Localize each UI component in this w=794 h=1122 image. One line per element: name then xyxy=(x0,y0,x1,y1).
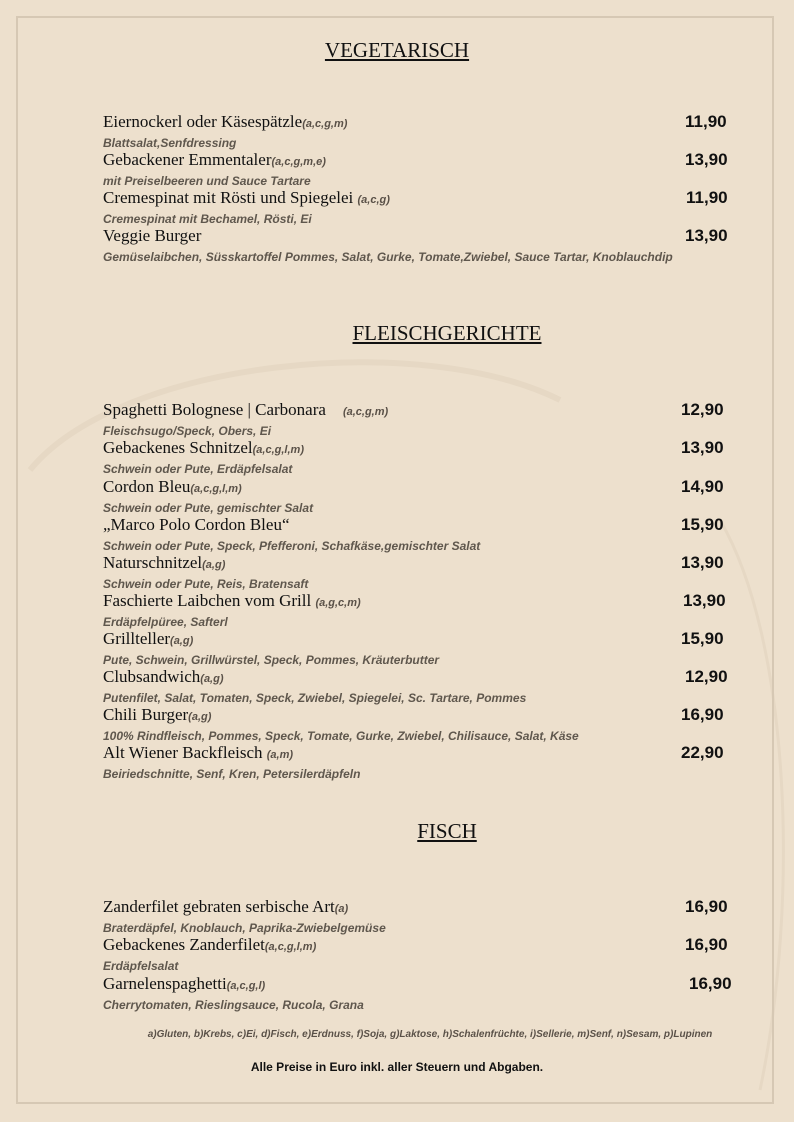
item-name: Cremespinat mit Rösti und Spiegelei (a,c,g) xyxy=(103,188,390,207)
item-allergens: (a,m) xyxy=(266,749,294,761)
item-description: Cremespinat mit Bechamel, Rösti, Ei xyxy=(103,212,312,226)
item-name: Chili Burger(a,g) xyxy=(103,705,212,724)
menu-item xyxy=(103,150,743,190)
item-description: Putenfilet, Salat, Tomaten, Speck, Zwiebel, Spiegelei, Sc. Tartare, Pommes xyxy=(103,691,527,705)
item-name: Gebackenes Schnitzel(a,c,g,l,m) xyxy=(103,438,304,457)
item-description: Schwein oder Pute, Reis, Bratensaft xyxy=(103,577,309,591)
item-allergens: (a,c,g,l) xyxy=(226,980,266,992)
item-name: Naturschnitzel(a,g) xyxy=(103,553,226,572)
menu-item xyxy=(103,515,743,555)
item-description: Erdäpfelsalat xyxy=(103,959,179,973)
item-allergens: (a,g,c,m) xyxy=(315,597,361,609)
item-price: 16,90 xyxy=(685,935,728,954)
item-description: Blattsalat,Senfdressing xyxy=(103,136,237,150)
item-description: Schwein oder Pute, Erdäpfelsalat xyxy=(103,462,293,476)
item-allergens: (a,c,g,m) xyxy=(342,406,389,418)
menu-item xyxy=(103,553,743,593)
item-name: Eiernockerl oder Käsespätzle(a,c,g,m) xyxy=(103,112,348,131)
menu-item xyxy=(103,438,743,478)
item-description: mit Preiselbeeren und Sauce Tartare xyxy=(103,174,311,188)
section-title: VEGETARISCH xyxy=(324,38,470,62)
item-name: Faschierte Laibchen vom Grill (a,g,c,m) xyxy=(103,591,361,610)
item-name: Gebackenes Zanderfilet(a,c,g,l,m) xyxy=(103,935,317,954)
item-name: „Marco Polo Cordon Bleu“ xyxy=(103,515,290,534)
item-allergens: (a) xyxy=(334,903,349,915)
item-description: Braterdäpfel, Knoblauch, Paprika-Zwiebelgemüse xyxy=(103,921,386,935)
menu-item xyxy=(103,188,743,228)
menu-item xyxy=(103,667,743,707)
item-description: Schwein oder Pute, Speck, Pfefferoni, Schafkäse,gemischter Salat xyxy=(103,539,481,553)
menu-item xyxy=(103,974,743,1014)
menu-item xyxy=(103,897,743,937)
item-price: 11,90 xyxy=(686,188,728,207)
item-allergens: (a,c,g,l,m) xyxy=(264,941,317,953)
menu-item xyxy=(103,112,743,152)
item-allergens: (a,c,g,m) xyxy=(302,118,348,130)
item-name: Grillteller(a,g) xyxy=(103,629,194,648)
item-price: 13,90 xyxy=(681,553,724,572)
item-price: 16,90 xyxy=(689,974,732,993)
item-description: Erdäpfelpüree, Safterl xyxy=(103,615,228,629)
item-description: Fleischsugo/Speck, Obers, Ei xyxy=(103,424,272,438)
item-price: 16,90 xyxy=(681,705,724,724)
item-name: Clubsandwich(a,g) xyxy=(103,667,224,686)
item-name: Cordon Bleu(a,c,g,l,m) xyxy=(103,477,242,496)
item-price: 13,90 xyxy=(681,438,724,457)
item-allergens: (a,c,g,m,e) xyxy=(271,156,326,168)
item-name: Garnelenspaghetti(a,c,g,l) xyxy=(103,974,266,993)
menu-item xyxy=(103,629,743,669)
item-name: Alt Wiener Backfleisch (a,m) xyxy=(103,743,294,762)
item-allergens: (a,g) xyxy=(202,559,226,571)
item-price: 12,90 xyxy=(681,400,724,419)
item-allergens: (a,c,g) xyxy=(357,194,390,206)
item-price: 13,90 xyxy=(685,226,728,245)
item-price: 15,90 xyxy=(681,629,724,648)
menu-item xyxy=(103,477,743,517)
item-allergens: (a,c,g,l,m) xyxy=(190,483,242,495)
section-title: FISCH xyxy=(417,819,477,843)
item-price: 11,90 xyxy=(685,112,727,131)
item-description: Pute, Schwein, Grillwürstel, Speck, Pommes, Kräuterbutter xyxy=(103,653,440,667)
item-allergens: (a,g) xyxy=(200,673,224,685)
menu-item xyxy=(103,226,743,266)
item-name: Spaghetti Bolognese | Carbonara (a,c,g,m) xyxy=(103,400,389,419)
item-price: 22,90 xyxy=(681,743,724,762)
item-price: 14,90 xyxy=(681,477,724,496)
section-title: FLEISCHGERICHTE xyxy=(352,321,542,345)
item-price: 13,90 xyxy=(685,150,728,169)
menu-item xyxy=(103,935,743,975)
item-allergens: (a,c,g,l,m) xyxy=(252,444,304,456)
menu-item xyxy=(103,705,743,745)
item-price: 15,90 xyxy=(681,515,724,534)
price-note: Alle Preise in Euro inkl. aller Steuern und Abgaben. xyxy=(250,1060,544,1074)
item-allergens: (a,g) xyxy=(188,711,212,723)
item-description: Beiriedschnitte, Senf, Kren, Petersilerdäpfeln xyxy=(103,767,361,781)
item-description: Gemüselaibchen, Süsskartoffel Pommes, Salat, Gurke, Tomate,Zwiebel, Sauce Tartar, Knoblauchdip xyxy=(103,250,673,264)
item-description: 100% Rindfleisch, Pommes, Speck, Tomate, Gurke, Zwiebel, Chilisauce, Salat, Käse xyxy=(103,729,579,743)
menu-item xyxy=(103,591,743,631)
item-name: Veggie Burger xyxy=(103,226,202,245)
item-description: Schwein oder Pute, gemischter Salat xyxy=(103,501,314,515)
menu-item xyxy=(103,743,743,783)
item-price: 16,90 xyxy=(685,897,728,916)
item-allergens: (a,g) xyxy=(170,635,194,647)
menu-item xyxy=(103,400,743,440)
item-description: Cherrytomaten, Rieslingsauce, Rucola, Grana xyxy=(103,998,364,1012)
item-price: 12,90 xyxy=(685,667,728,686)
allergen-legend: a)Gluten, b)Krebs, c)Ei, d)Fisch, e)Erdnuss, f)Soja, g)Laktose, h)Schalenfrüchte, i)Sellerie, m)Senf, n)Sesam, p)Lupinen xyxy=(147,1029,713,1040)
item-price: 13,90 xyxy=(683,591,726,610)
item-name: Zanderfilet gebraten serbische Art(a) xyxy=(103,897,349,916)
item-name: Gebackener Emmentaler(a,c,g,m,e) xyxy=(103,150,326,169)
